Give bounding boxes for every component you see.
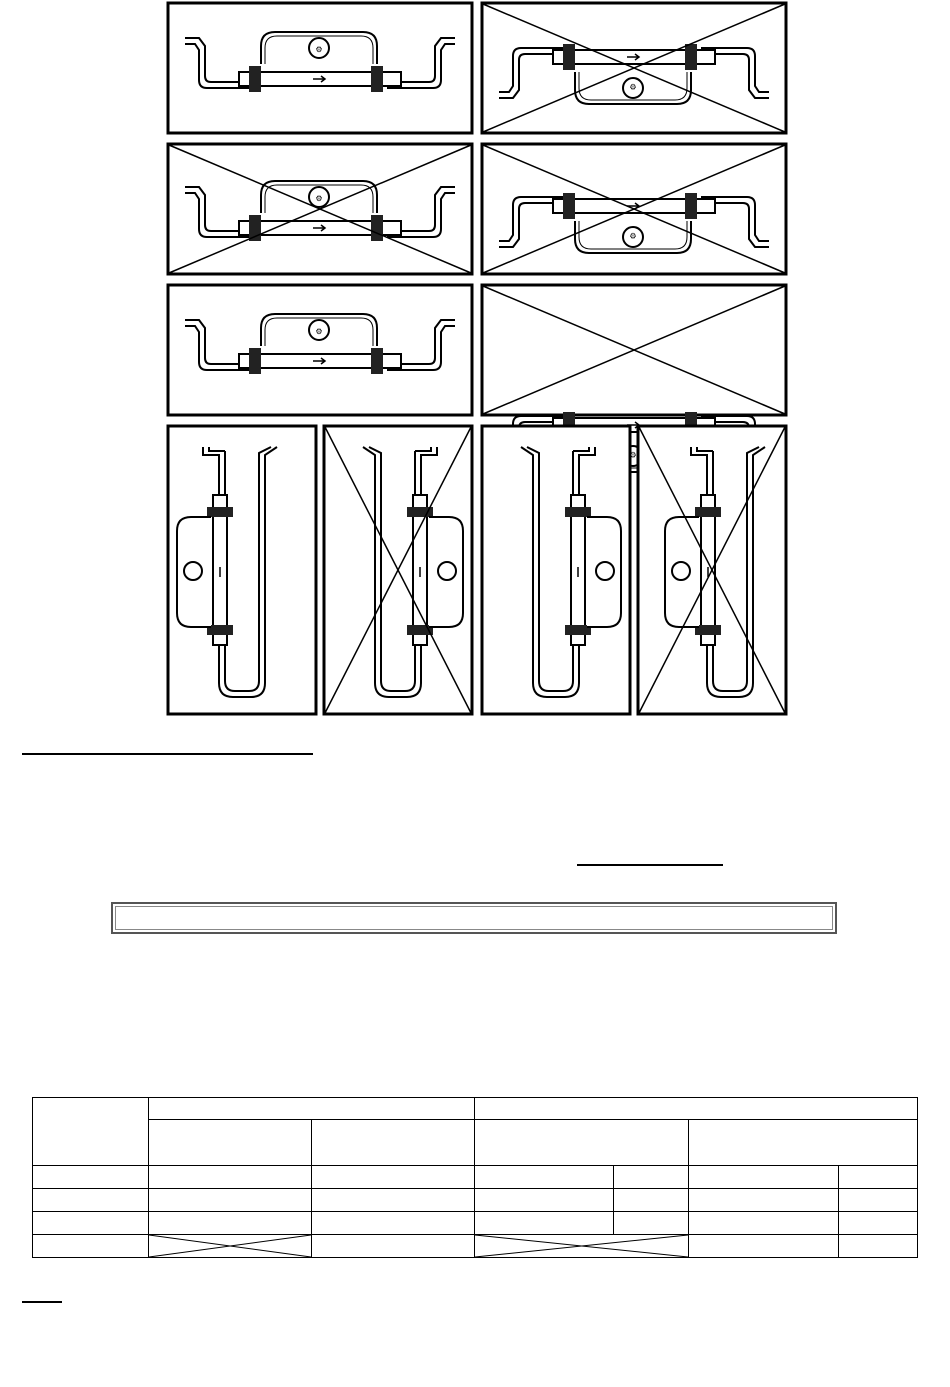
heading-underline [22, 753, 313, 755]
panel-r4c1 [168, 426, 316, 714]
panel-r4c4 [638, 426, 786, 714]
crossed-cell [149, 1235, 312, 1258]
panel-r2c1 [168, 144, 472, 274]
note-underline [22, 1301, 62, 1303]
table-header-cell [475, 1098, 918, 1120]
panel-r3c1 [168, 285, 472, 415]
panel-r4c2 [324, 426, 472, 714]
text-input-box[interactable] [111, 902, 837, 934]
table-row [33, 1235, 918, 1258]
installation-orientation-figure: ⚙ [0, 0, 950, 720]
panel-r4c3 [482, 426, 630, 714]
panel-r2c2 [482, 144, 786, 274]
table-subheader-cell [312, 1120, 475, 1166]
table-subheader-cell [149, 1120, 312, 1166]
table-row [33, 1212, 918, 1235]
table-header-cell [33, 1098, 149, 1166]
table-header-cell [149, 1098, 475, 1120]
panel-r1c2 [482, 3, 786, 133]
spec-table [32, 1097, 918, 1258]
panel-r1c1 [168, 3, 472, 133]
table-subheader-cell [475, 1120, 689, 1166]
table-row [33, 1166, 918, 1189]
table-row [33, 1189, 918, 1212]
text-underline [577, 864, 723, 866]
crossed-cell [475, 1235, 689, 1258]
table-subheader-cell [689, 1120, 918, 1166]
